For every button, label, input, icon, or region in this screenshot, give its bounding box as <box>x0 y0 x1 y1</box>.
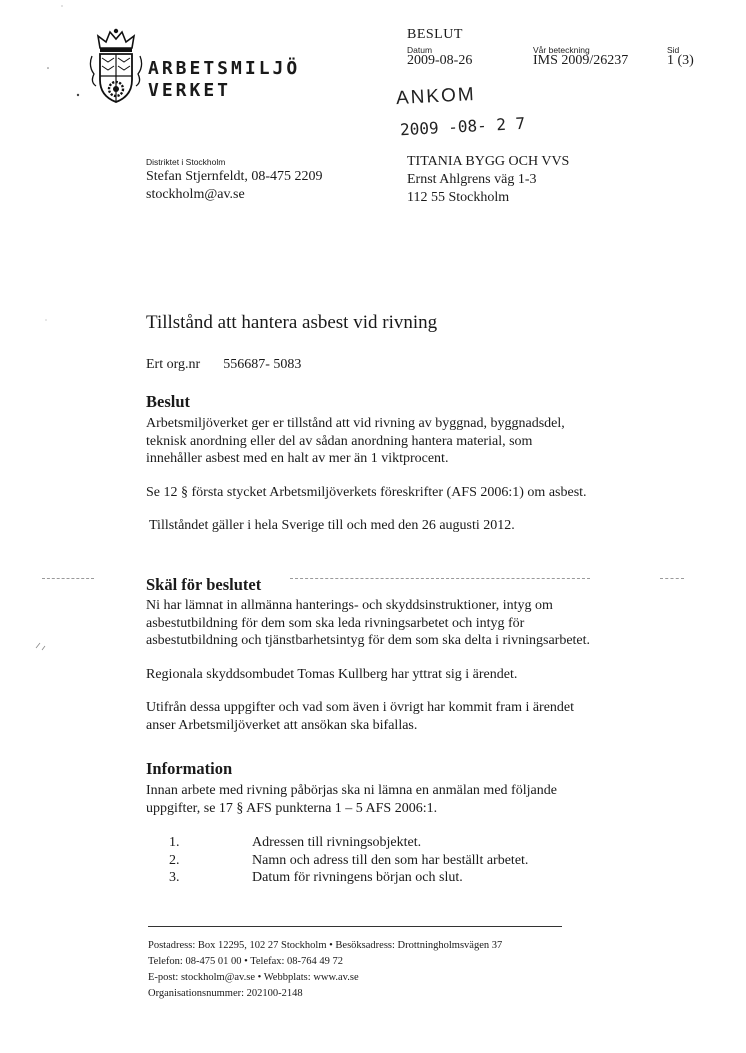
recipient-address <box>407 153 569 207</box>
footer-email-web: E-post: stockholm@av.se • Webbplats: www.av.se <box>148 972 359 983</box>
skal-p3-line1: Utifrån dessa uppgifter och vad som även i övrigt har kommit fram i ärendet <box>146 700 575 716</box>
section-information <box>146 759 646 887</box>
document-type: BESLUT <box>407 27 463 42</box>
footer-phone: Telefon: 08-475 01 00 • Telefax: 08-764 49 72 <box>148 956 344 967</box>
recipient-line1: TITANIA BYGG OCH VVS <box>407 154 570 169</box>
list-item-text: Namn och adress till den som har beställt arbetet. <box>252 852 529 868</box>
information-paragraph-1 <box>146 782 646 817</box>
skal-paragraph-2: Regionala skyddsombudet Tomas Kullberg har yttrat sig i ärendet. <box>146 666 518 682</box>
sender-district: Distriktet i Stockholm <box>146 157 226 167</box>
beslut-p1-line1: Arbetsmiljöverket ger er tillstånd att vid rivning av byggnad, byggnadsdel, <box>146 416 565 431</box>
footer-contact <box>148 926 562 1002</box>
sender-block <box>146 156 323 204</box>
information-p1-line2: uppgifter, se 17 § AFS punkterna 1 – 5 AFS 2006:1. <box>146 800 438 816</box>
footer-org-number: Organisationsnummer: 202100-2148 <box>148 988 303 999</box>
beslut-paragraph-2: Se 12 § första stycket Arbetsmiljöverkets föreskrifter (AFS 2006:1) om asbest. <box>146 484 587 500</box>
skal-heading: Skäl för beslutet <box>146 575 262 594</box>
received-stamp-text: ANKOM <box>395 83 477 110</box>
page-value: 1 (3) <box>667 53 694 68</box>
list-item <box>146 852 646 870</box>
skal-p1-line1: Ni har lämnat in allmänna hanterings- och skyddsinstruktioner, intyg om <box>146 598 553 613</box>
list-item-number: 1. <box>169 835 180 851</box>
beslut-paragraph-1 <box>146 415 646 468</box>
date-value: 2009-08-26 <box>407 53 473 68</box>
beslut-p1-line2: teknisk anordning eller del av sådan anordning hantera material, som <box>146 433 533 449</box>
beslut-heading: Beslut <box>146 392 191 411</box>
org-name-line1: ARBETSMILJÖ <box>148 58 301 79</box>
page-label: Sid <box>667 45 680 55</box>
beslut-paragraph-3: Tillståndet gäller i hela Sverige till och med den 26 augusti 2012. <box>149 518 515 534</box>
org-name-line2: VERKET <box>148 80 232 101</box>
date-label: Datum <box>407 45 433 55</box>
page-block <box>667 45 694 69</box>
skal-p3-line2: anser Arbetsmiljöverket att ansökan ska bifallas. <box>146 717 418 733</box>
reference-block <box>533 45 628 69</box>
information-p1-line1: Innan arbete med rivning påbörjas ska ni lämna en anmälan med följande <box>146 783 557 798</box>
skal-p1-line2: asbestutbildning för dem som ska leda rivningsarbetet och intyg för <box>146 615 525 631</box>
section-beslut <box>146 392 646 535</box>
sender-email: stockholm@av.se <box>146 187 245 202</box>
crest-logo-icon <box>88 26 144 112</box>
information-list <box>146 834 646 887</box>
list-item <box>146 869 646 887</box>
skal-p1-line3: asbestutbildning och tjänstbarhetsintyg för dem som ska delta i rivningsarbetet. <box>146 633 591 649</box>
information-heading: Information <box>146 759 233 778</box>
skal-paragraph-1 <box>146 597 666 650</box>
skal-paragraph-3 <box>146 699 666 734</box>
list-item-text: Datum för rivningens början och slut. <box>252 870 463 886</box>
recipient-line2: Ernst Ahlgrens väg 1-3 <box>407 172 537 187</box>
footer-address: Postadress: Box 12295, 102 27 Stockholm • Besöksadress: Drottningholmsvägen 37 <box>148 940 503 951</box>
sender-name-phone: Stefan Stjernfeldt, 08-475 2209 <box>146 169 323 184</box>
fold-mark-left <box>42 578 94 579</box>
org-number-row <box>146 357 301 373</box>
list-item-number: 2. <box>169 852 180 868</box>
list-item-number: 3. <box>169 870 180 886</box>
document-title: Tillstånd att hantera asbest vid rivning <box>146 312 438 333</box>
beslut-p1-line3: innehåller asbest med en halt av mer än 1 viktprocent. <box>146 451 449 467</box>
reference-label: Vår beteckning <box>533 45 590 55</box>
organization-name <box>148 58 300 102</box>
list-item <box>146 834 646 852</box>
org-number-value: 556687- 5083 <box>223 357 302 372</box>
org-number-label: Ert org.nr <box>146 357 201 372</box>
section-skal <box>146 575 666 735</box>
recipient-line3: 112 55 Stockholm <box>407 190 510 205</box>
date-block <box>407 45 472 69</box>
reference-value: IMS 2009/26237 <box>533 53 629 68</box>
received-stamp-date: 2009 -08- 2 7 <box>399 113 526 140</box>
list-item-text: Adressen till rivningsobjektet. <box>252 835 422 851</box>
